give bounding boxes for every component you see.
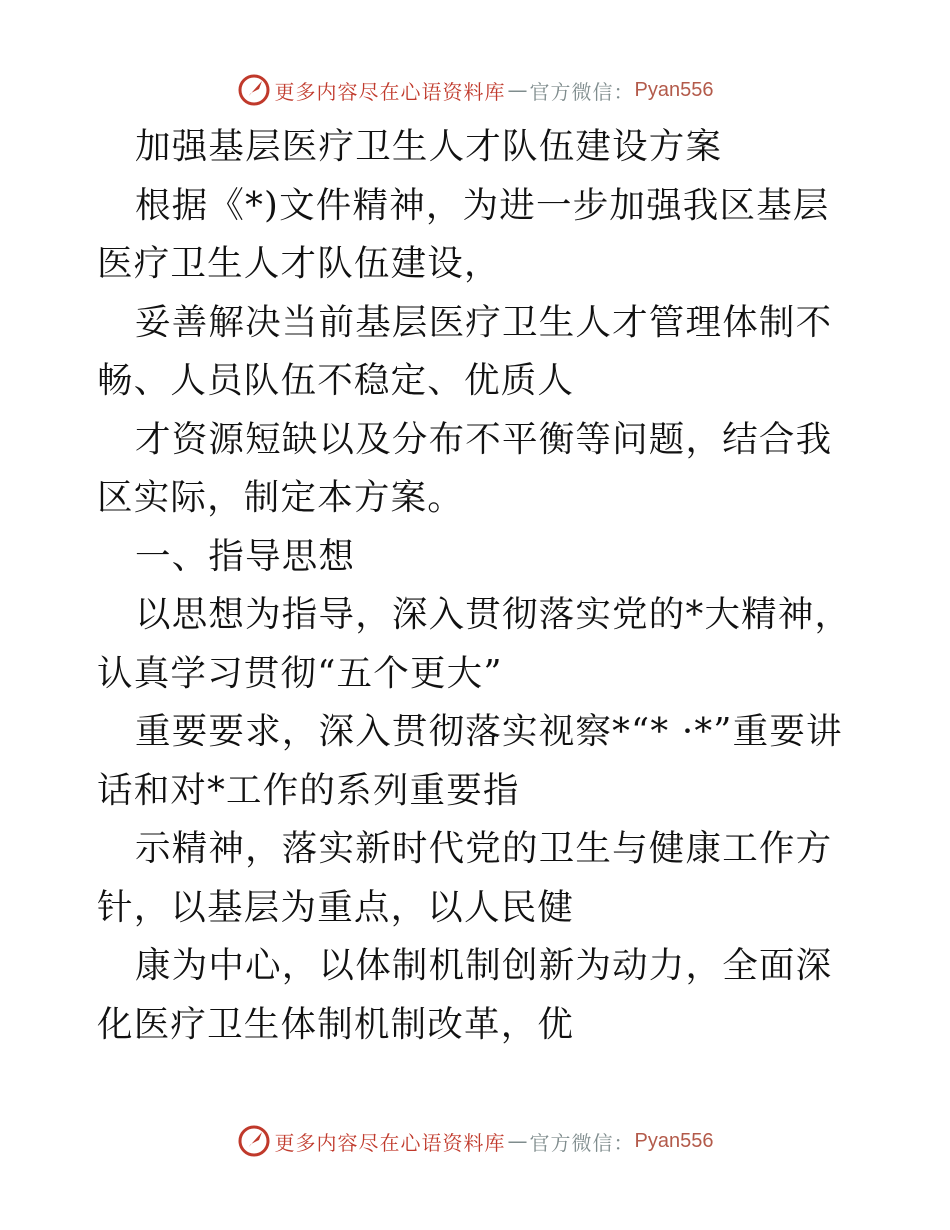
banner-wechat-label: 官方微信： — [529, 1130, 635, 1155]
feather-pen-logo-icon — [237, 1124, 271, 1158]
document-title: 加强基层医疗卫生人才队伍建设方案 — [135, 126, 723, 167]
banner-separator: — — [507, 78, 528, 102]
footer-watermark-banner — [0, 1121, 950, 1161]
paragraph: 妥善解决当前基层医疗卫生人才管理体制不畅、人员队伍不稳定、优质人 — [97, 301, 833, 401]
banner-wechat-id: Pyan556 — [634, 78, 714, 101]
banner-site-text: 更多内容尽在心语资料库 — [274, 79, 506, 104]
paragraph: 根据《*)文件精神，为进一步加强我区基层医疗卫生人才队伍建设， — [97, 184, 830, 284]
banner-separator: — — [507, 1129, 528, 1153]
banner-wechat-label: 官方微信： — [529, 79, 635, 104]
banner-site-text: 更多内容尽在心语资料库 — [274, 1130, 506, 1155]
paragraph: 示精神，落实新时代党的卫生与健康工作方针，以基层为重点，以人民健 — [97, 828, 833, 928]
paragraph: 重要要求，深入贯彻落实视察*“* ·*”重要讲话和对*工作的系列重要指 — [97, 711, 843, 811]
paragraph: 才资源短缺以及分布不平衡等问题，结合我区实际，制定本方案。 — [97, 418, 833, 518]
section-heading: 一、指导思想 — [135, 535, 356, 577]
document-body — [97, 118, 857, 1054]
banner-wechat-id: Pyan556 — [634, 1129, 714, 1152]
paragraph: 以思想为指导，深入贯彻落实党的*大精神，认真学习贯彻“五个更大” — [97, 594, 852, 694]
feather-pen-logo-icon — [237, 73, 271, 107]
paragraph: 康为中心，以体制机制创新为动力，全面深化医疗卫生体制机制改革，优 — [97, 945, 833, 1045]
header-watermark-banner — [0, 70, 950, 110]
